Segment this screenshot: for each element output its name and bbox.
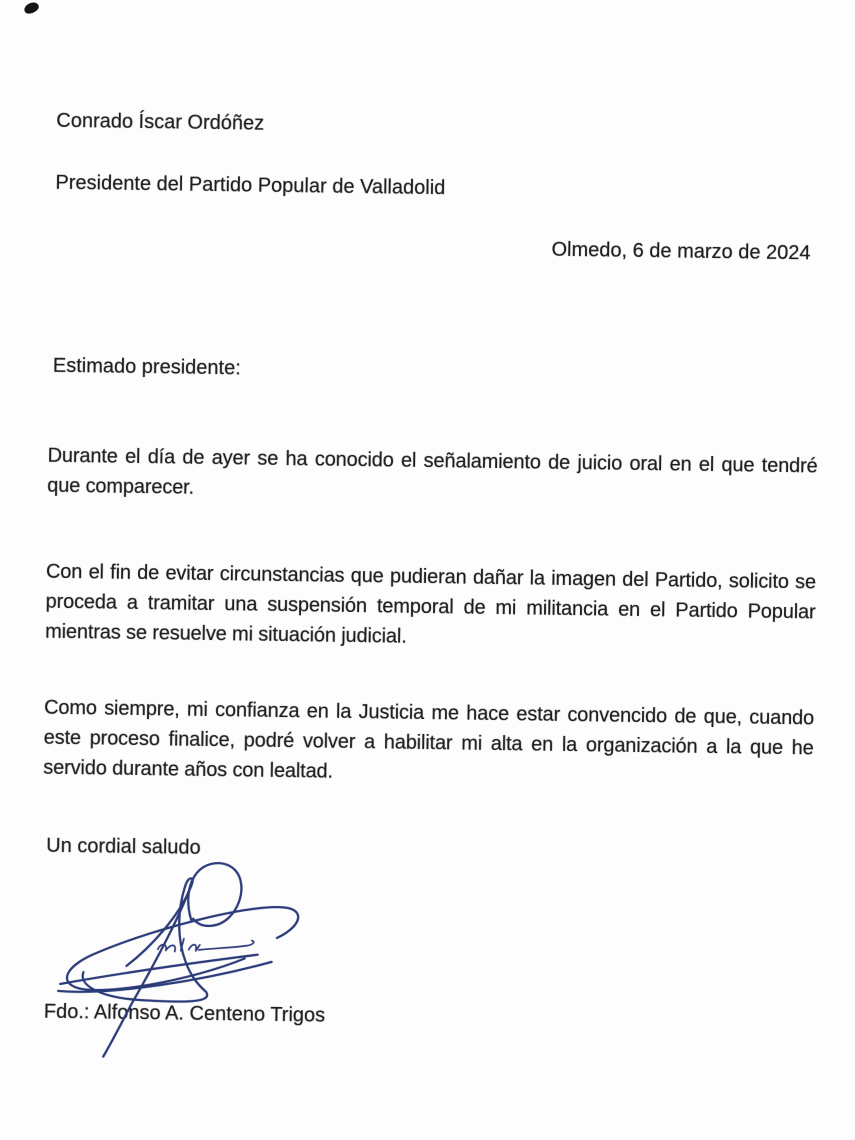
paragraph-juicio-oral xyxy=(47,441,818,512)
body-line: mientras se resuelve mi situación judicial. xyxy=(45,620,407,648)
signer-line: Fdo.: Alfonso A. Centeno Trigos xyxy=(43,1000,326,1027)
paragraph-suspension-militancia xyxy=(45,557,816,658)
dateline: Olmedo, 6 de marzo de 2024 xyxy=(551,238,811,265)
closing-salute: Un cordial saludo xyxy=(46,834,201,859)
body-line: Como siempre, mi confianza en la Justicia me hace estar convencido de que, cuando xyxy=(43,696,815,730)
body-line: servido durante años con lealtad. xyxy=(43,756,334,783)
salutation: Estimado presidente: xyxy=(52,354,241,380)
paragraph-confianza-justicia xyxy=(43,693,814,794)
recipient-name: Conrado Íscar Ordóñez xyxy=(56,109,265,135)
body-line: que comparecer. xyxy=(47,474,195,499)
recipient-title: Presidente del Partido Popular de Valladolid xyxy=(55,171,446,200)
recipient-block xyxy=(55,75,447,235)
body-line: Con el fin de evitar circunstancias que pudieran dañar la imagen del Partido, solicito se xyxy=(45,560,817,594)
body-line: este proceso finalice, podré volver a habilitar mi alta en la organización a la que he xyxy=(43,726,814,760)
signature-scribble xyxy=(37,848,370,1068)
body-line: proceda a tramitar una suspensión temporal de mi militancia en el Partido Popular xyxy=(45,590,816,624)
body-line: Durante el día de ayer se ha conocido el señalamiento de juicio oral en el que tendré xyxy=(47,444,818,478)
